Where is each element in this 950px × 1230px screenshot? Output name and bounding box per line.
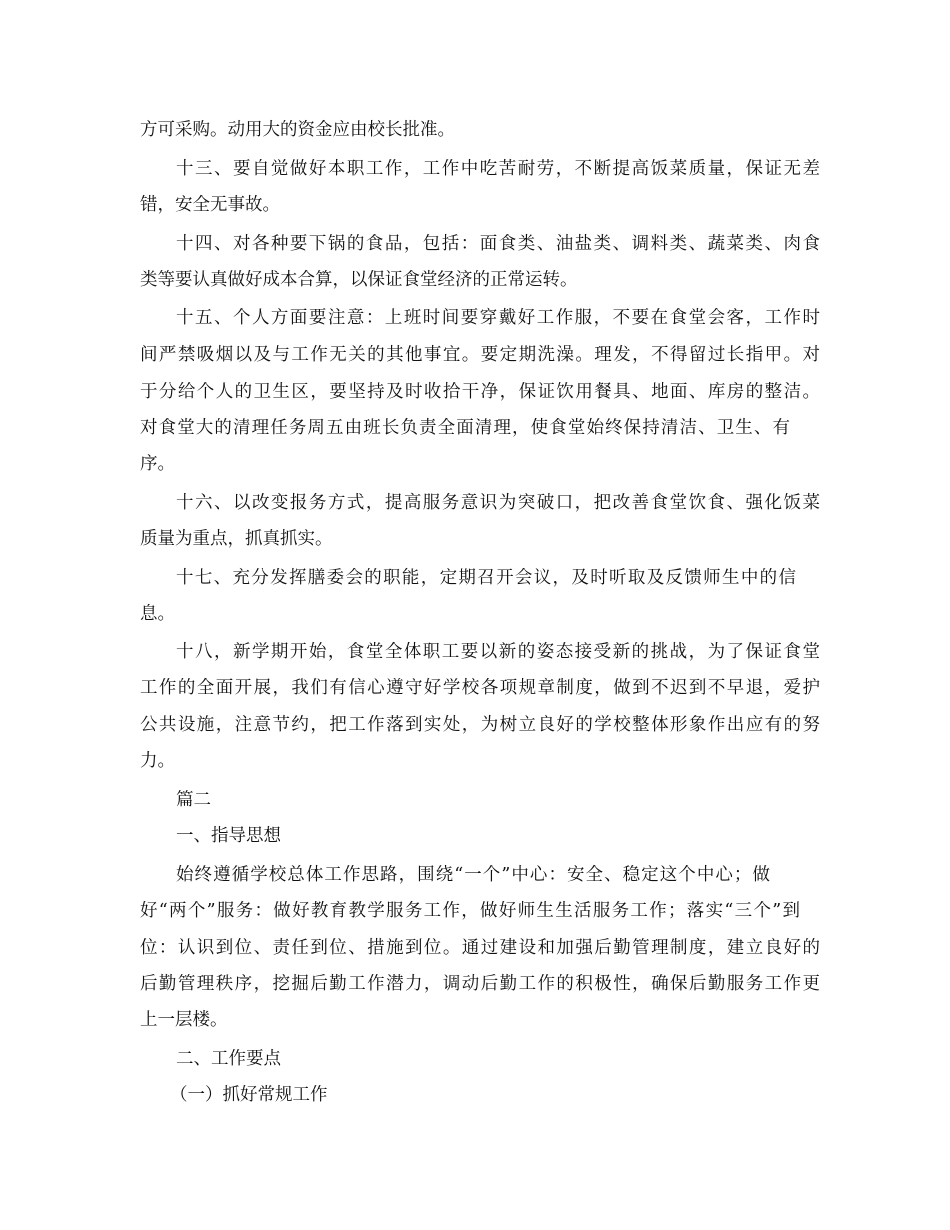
paragraph-18-line-1: 十八，新学期开始，食堂全体职工要以新的姿态接受新的挑战，为了保证食堂 — [176, 642, 820, 662]
paragraph-14-line-1: 十四、对各种要下锅的食品，包括：面食类、油盐类、调料类、蔬菜类、肉食 — [176, 234, 820, 254]
paragraph-17-line-1: 十七、充分发挥膳委会的职能，定期召开会议，及时听取及反馈师生中的信 — [176, 568, 796, 588]
paragraph-18-line-3: 公共设施，注意节约，把工作落到实处，为树立良好的学校整体形象作出应有的努 — [140, 715, 820, 735]
paragraph-17-line-2: 息。 — [140, 604, 175, 624]
subheading-routine-work: （一）抓好常规工作 — [170, 1085, 328, 1105]
paragraph-13-line-2: 错，安全无事故。 — [140, 195, 280, 215]
paragraph-14-line-2: 类等要认真做好成本合算，以保证食堂经济的正常运转。 — [140, 270, 578, 290]
text-line: 方可采购。动用大的资金应由校长批准。 — [140, 120, 455, 140]
guiding-principle-line-5: 上一层楼。 — [140, 1010, 228, 1030]
paragraph-15-line-1: 十五、个人方面要注意：上班时间要穿戴好工作服，不要在食堂会客，工作时 — [176, 308, 820, 328]
paragraph-15-line-5: 序。 — [140, 454, 175, 474]
paragraph-18-line-2: 工作的全面开展，我们有信心遵守好学校各项规章制度，做到不迟到不早退，爱护 — [140, 678, 820, 698]
heading-work-points: 二、工作要点 — [176, 1049, 281, 1069]
paragraph-16-line-2: 质量为重点，抓真抓实。 — [140, 529, 333, 549]
paragraph-15-line-3: 于分给个人的卫生区，要坚持及时收拾干净，保证饮用餐具、地面、库房的整洁。 — [140, 382, 820, 402]
guiding-principle-line-1: 始终遵循学校总体工作思路，围绕“一个”中心：安全、稳定这个中心；做 — [176, 865, 770, 885]
paragraph-18-line-4: 力。 — [140, 751, 175, 771]
paragraph-15-line-4: 对食堂大的清理任务周五由班长负责全面清理，使食堂始终保持清洁、卫生、有 — [140, 418, 790, 438]
guiding-principle-line-4: 后勤管理秩序，挖掘后勤工作潜力，调动后勤工作的积极性，确保后勤服务工作更 — [140, 974, 820, 994]
paragraph-16-line-1: 十六、以改变报务方式，提高服务意识为突破口，把改善食堂饮食、强化饭菜 — [176, 493, 820, 513]
guiding-principle-line-3: 位：认识到位、责任到位、措施到位。通过建设和加强后勤管理制度，建立良好的 — [140, 938, 820, 958]
section-heading-part-two: 篇二 — [176, 790, 211, 810]
paragraph-13-line-1: 十三、要自觉做好本职工作，工作中吃苦耐劳，不断提高饭菜质量，保证无差 — [176, 159, 820, 179]
heading-guiding-principle: 一、指导思想 — [176, 826, 281, 846]
guiding-principle-line-2: 好“两个”服务：做好教育教学服务工作，做好师生生活服务工作；落实“三个”到 — [140, 901, 800, 921]
paragraph-15-line-2: 间严禁吸烟以及与工作无关的其他事宜。要定期洗澡。理发，不得留过长指甲。对 — [140, 345, 820, 365]
